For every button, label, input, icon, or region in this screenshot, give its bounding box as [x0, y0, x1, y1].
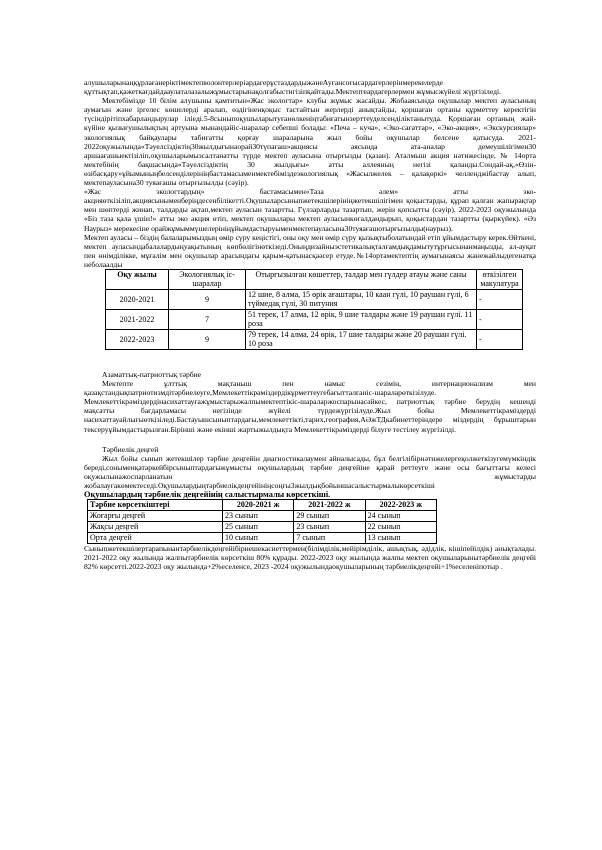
- table-cell-value: 13 сынып: [365, 533, 436, 544]
- upbringing-table: [87, 499, 437, 544]
- section-heading-upbringing: Тәрбиелік деңгей: [102, 444, 159, 454]
- paragraph-young-ecologists: Мектебімізде 10 білім алушыны қамтитын«Жас экологтар» клубы жұмыс жасайды. Жобааясында оқушылар мектеп ауласының аумағын және іргелес көшелерді аралап, өздігіненқоқыс тастайтын жерлерді анықтайды, қоршаған ортаны құрметтеу керектігін түсіндірітіпхабарландырулар іліеді.5-8сыныпоқушыларытуғанөлкеніңтабиғатынзерттеуделсенділіктанытуда. Қоршаған ортаның жай-күйіне қызығушылықтың артуына мынандайіс-шаралар себепші болады: «Печа – куча», «Эко-сағаттар», «Эко-акция», «Экскурсиялар» экологиялық байқаулары табиғатты қорғау шараларына жыл бойы оқушылар белсене қатысуда. 2021-2022оқужылында«Тәуелсіздіктің30жылдығынаорай30түпағаш»акциясы аясында ата-аналар демеушілігімен30 аршаағашыектізіліп,оқушыларымызсалтанатты түрде мектеп ауласына отырғызды (қазан). Аталмыш акция нәтижесінде, № 14орта мектебінің бақшасында«Тәуелсіздіктің 30 жылдығы» атты аллеяның негізі қаланды.Сондай-ақ,«Өзін-өзібасқару»ұйымыныңбелсенділерініңбастамасыменмектебіміздеэкологиялық «Жасылжелек – қалақөркі» челленджібастау алып, мектепауласына30 туяағашы отырғызылды (сәуір).: [84, 96, 536, 188]
- table-header-2021: 2021-2022 ж: [294, 500, 365, 511]
- table-cell-plants: 79 терек, 14 алма, 24 өрік, 17 шие талдары және 20 раушан гүлі. 10 роза: [246, 329, 477, 349]
- table-row: [106, 309, 523, 329]
- table-row: [88, 511, 437, 522]
- table-cell-value: 29 сынып: [294, 511, 365, 522]
- table-cell-year: 2020-2021: [106, 289, 169, 309]
- table-header-year: Оқу жылы: [106, 269, 169, 289]
- table-cell-paper: -: [477, 289, 523, 309]
- table-header-2022: 2022-2023 ж: [365, 500, 436, 511]
- table-header-events: Экологиялық іс-шаралар: [169, 269, 246, 289]
- document-page: [84, 78, 536, 571]
- table-cell-value: 23 сынып: [294, 522, 365, 533]
- table-header-indicator: Тәрбие көрсеткіштері: [88, 500, 223, 511]
- paragraph-upbringing: Жыл бойы сынып жетекшілер тәрбие деңгейін диагностикалаумен айналысады, бұл белгілібірнәтижелергеқолжеткізугемүмкіндік береді,соныменқатаркейбірсыныптардағыжұмысты оқушылардың тәрбие деңгейіне қарай реттеуге және осы бағыттағы келесі оқужылынажоспарланатын жұмыстарды жобалауғакөмектеседі.Оқушылардыңтәрбиелікдеңгейініңсоңғы3жылдықбойыншасалыстырмалыкөрсеткіші: [84, 453, 536, 490]
- table-cell-year: 2022-2023: [106, 329, 169, 349]
- table-row: [106, 289, 523, 309]
- paragraph-conclusion: Сыныпжетекшілертарапынантәрбиелікдеңгейібірнешекасиеттермен(білімділік,мейірімділік, ашықтық, әдідлік, кішіпейілдік) анықталады. 2021-2022 оқу жылында жалпытәрбиелік көрсеткіш 80% құрады. 2022-2023 оқу жылында жалпы мектеп оқушыларынытәрбиелік деңгейі 82% көрсетті.2022-2023 оқу жылында+2%еселенсе, 2023 -2024 оқужылындаоқушыларының тәрбиелікдеңгейі+1%еселеніпотыр .: [84, 544, 536, 572]
- table-cell-value: 10 сынып: [223, 533, 294, 544]
- table-cell-value: 7 сынып: [294, 533, 365, 544]
- table-cell-value: 22 сынып: [365, 522, 436, 533]
- table-cell-events: 7: [169, 309, 246, 329]
- table-cell-plants: 12 шие, 8 алма, 15 өрік ағаштары, 10 каан гүлі, 10 раушан гүлі, 6 түймедақ гүлі, 30 питуния: [246, 289, 477, 309]
- table-header-plants: Отырғызылған көшеттер, талдар мен гүлдер атауы және саны: [246, 269, 477, 289]
- table-cell-paper: -: [477, 329, 523, 349]
- table-title-upbringing: Оқушылардың тәрбиелік деңгейінің салыстырмалы көрсеткіші.: [84, 490, 331, 500]
- table-header-paper: өткізілген макулатура: [477, 269, 523, 289]
- table-cell-paper: -: [477, 309, 523, 329]
- table-cell-label: Жоғарғы деңгей: [88, 511, 223, 522]
- table-cell-label: Орта деңгей: [88, 533, 223, 544]
- ecology-table: [105, 269, 523, 350]
- table-cell-plants: 51 терек, 17 алма, 12 өрік, 9 шие талдары және 19 раушан гүлі. 11 роза: [246, 309, 477, 329]
- table-row: [106, 329, 523, 349]
- table-header-2020: 2020-2021 ж: [223, 500, 294, 511]
- section-heading-patriotic: Азаматтық-патриоттық тәрбие: [102, 369, 202, 379]
- paragraph-patriotic: Мектепте ұлттық мақтаныш пен намыс сезімін, интернационализм мен қазақстандықпатриотизмдітәрбиелеуге,Мемлекеттікрәміздердікұрметтеугебағытталғаніс-шараларөткізілуде. Мемлекеттікрәміздердінасихаттауғажұмыстарыжалпымектептікіс-шараларжоспарынасәйкес, патриоттық тәрбие берудің кешенді мақсатты бағдарламасы негізінде жүйелі түрдежүргізілуде.Жыл бойы Мемлекеттікрәміздерді насихаттауайлығыөткізіледі.Бастауышсыныптардағы,мемлекеттікті,тарих,география,АӘжТДкабинеттеріндере міздердің бұрыштарын тексеруұйымдастырылған.Бірінші және екінші жартыжылдықта Мемлекеттікрәміздерді білуге тестілеу жүргізілді.: [84, 379, 536, 434]
- table-cell-events: 9: [169, 289, 246, 309]
- table-cell-value: 25 сынып: [223, 522, 294, 533]
- table-cell-label: Жақсы деңгей: [88, 522, 223, 533]
- table-cell-value: 23 сынып: [223, 511, 294, 522]
- paragraph-veterans: алушыларынаңқұрлағанеріктімектепволонтерлеріардагерұстаздардыжәнеАуғансоғысардагерлерінмерекелерде құттықтап,қажеткағдайдааулаталазалыжұмыстарынақолғабыстигізіпқайтады.Мектептеардагерлермен жұмысжүйелі жүргізіледі.: [84, 78, 501, 97]
- table-row: [88, 533, 437, 544]
- table-cell-year: 2021-2022: [106, 309, 169, 329]
- table-row: [88, 522, 437, 533]
- paragraph-clean-world: «Жас экологтардың» бастамасымен«Таза әлем» атты эко-акцияөткізіліп,акциясыныменберіңдесенбілікетті.Оқушыларсыныпжетекшілерініңжетекшілігімен қоқыстарды, құрап қалған жапырақтар мен шөптерді жинап, талдарды ақтап,мектеп ауласын тазартты. Гүлзарларды тазартып, жерін қопсытты (сәуір). 2022-2023 оқужылында «Біз таза қала үшін!» атты эко акция өтіп, мектеп оқушылары мектеп ауласынкөгалдандырып, қоқыстардан тазартты (қыркүйек). «Әз Наурыз» мерекесіне орайжұмыммүшелерініңұйымдастыруыменмектепауласына30туяағашотырғызылды(наурыз).: [84, 187, 536, 233]
- table-cell-events: 9: [169, 329, 246, 349]
- table-cell-value: 24 сынып: [365, 511, 436, 522]
- paragraph-schoolyard: Мектеп ауласы – біздің балаларымыздың өмір сүру кеңістігі, оны оқу мен өмір сүру қызықтыболатындай етіп ұйымдастыру керек.Өйткені, мектеп ауласындабалалардыңуақытының көпбөлігінөткізеді.Оныңдизайныэстетикалықталғамдықдамытутұрғысынанмаңызды, ал-ауқат пен өнімділікке, мұғалім мен оқушылар арасындағы қарым-қатынасқаәсер етуде.№14ортамектептің аумағынаясы жанежайлыдегенатқа неболаалды: [84, 232, 536, 269]
